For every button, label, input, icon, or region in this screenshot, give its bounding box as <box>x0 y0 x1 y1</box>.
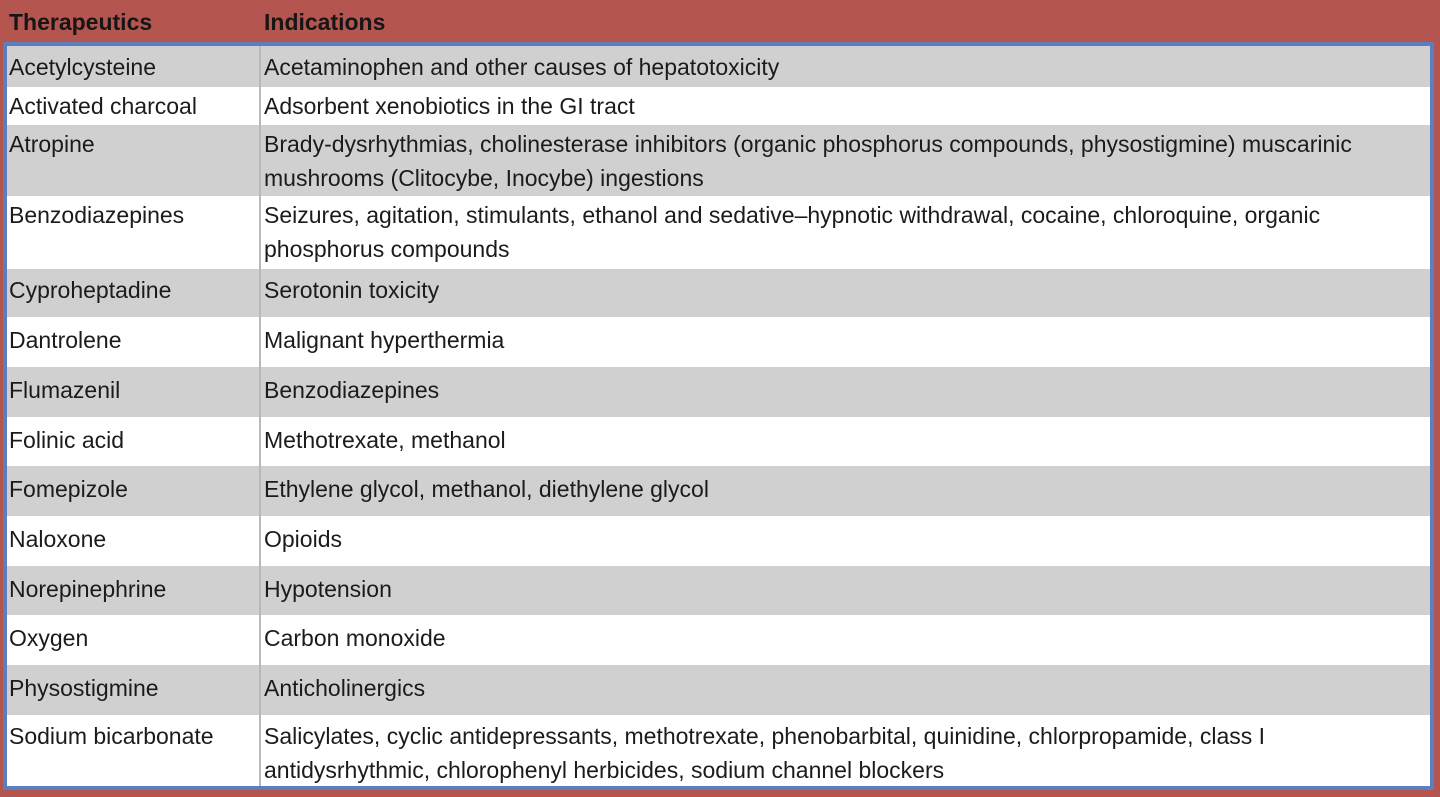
therapeutic-cell: Physostigmine <box>9 675 159 701</box>
indication-cell: Ethylene glycol, methanol, diethylene glycol <box>264 476 709 502</box>
table-row <box>7 317 1430 367</box>
table-row <box>7 125 1430 196</box>
therapeutic-cell: Flumazenil <box>9 377 121 403</box>
table-row <box>7 417 1430 466</box>
table-header <box>0 0 1440 42</box>
header-therapeutics: Therapeutics <box>9 9 153 35</box>
indication-cell: Benzodiazepines <box>264 377 440 403</box>
therapeutic-cell: Cyproheptadine <box>9 277 172 303</box>
therapeutic-cell: Fomepizole <box>9 476 128 502</box>
table-row <box>7 516 1430 566</box>
table-row <box>7 46 1430 87</box>
indication-cell: Adsorbent xenobiotics in the GI tract <box>264 93 635 119</box>
indication-cell: Serotonin toxicity <box>264 277 440 303</box>
table-row <box>7 367 1430 417</box>
table-row <box>7 466 1430 516</box>
therapeutic-cell: Sodium bicarbonate <box>9 723 214 749</box>
indication-cell: Brady-dysrhythmias, cholinesterase inhibitors (organic phosphorus compounds, physostigmine) muscarinic mushrooms (Clitocybe, Inocybe) ingestions <box>264 131 1352 191</box>
therapeutic-cell: Naloxone <box>9 526 107 552</box>
therapeutic-cell: Oxygen <box>9 625 89 651</box>
table-row <box>7 269 1430 317</box>
header-indications: Indications <box>264 9 386 35</box>
therapeutic-cell: Atropine <box>9 131 95 157</box>
indication-cell: Anticholinergics <box>264 675 426 701</box>
therapeutic-cell: Acetylcysteine <box>9 54 157 80</box>
therapeutic-cell: Activated charcoal <box>9 93 197 119</box>
indication-cell: Seizures, agitation, stimulants, ethanol and sedative–hypnotic withdrawal, cocaine, chloroquine, organic phosphorus compounds <box>264 202 1321 262</box>
therapeutic-cell: Dantrolene <box>9 327 122 353</box>
indication-cell: Salicylates, cyclic antidepressants, methotrexate, phenobarbital, quinidine, chlorpropamide, class I antidysrhythmic, chlorophenyl herbicides, sodium channel blockers <box>264 723 1266 783</box>
table-body <box>3 42 1434 790</box>
indication-cell: Malignant hyperthermia <box>264 327 505 353</box>
table-row <box>7 715 1430 790</box>
table-row <box>7 665 1430 715</box>
table-row <box>7 196 1430 269</box>
table-row <box>7 566 1430 615</box>
table-row <box>7 615 1430 665</box>
indication-cell: Hypotension <box>264 576 392 602</box>
therapeutic-cell: Folinic acid <box>9 427 125 453</box>
indication-cell: Opioids <box>264 526 342 552</box>
indication-cell: Methotrexate, methanol <box>264 427 506 453</box>
therapeutic-cell: Benzodiazepines <box>9 202 185 228</box>
therapeutic-cell: Norepinephrine <box>9 576 167 602</box>
table-row <box>7 87 1430 125</box>
indication-cell: Acetaminophen and other causes of hepatotoxicity <box>264 54 780 80</box>
indication-cell: Carbon monoxide <box>264 625 446 651</box>
